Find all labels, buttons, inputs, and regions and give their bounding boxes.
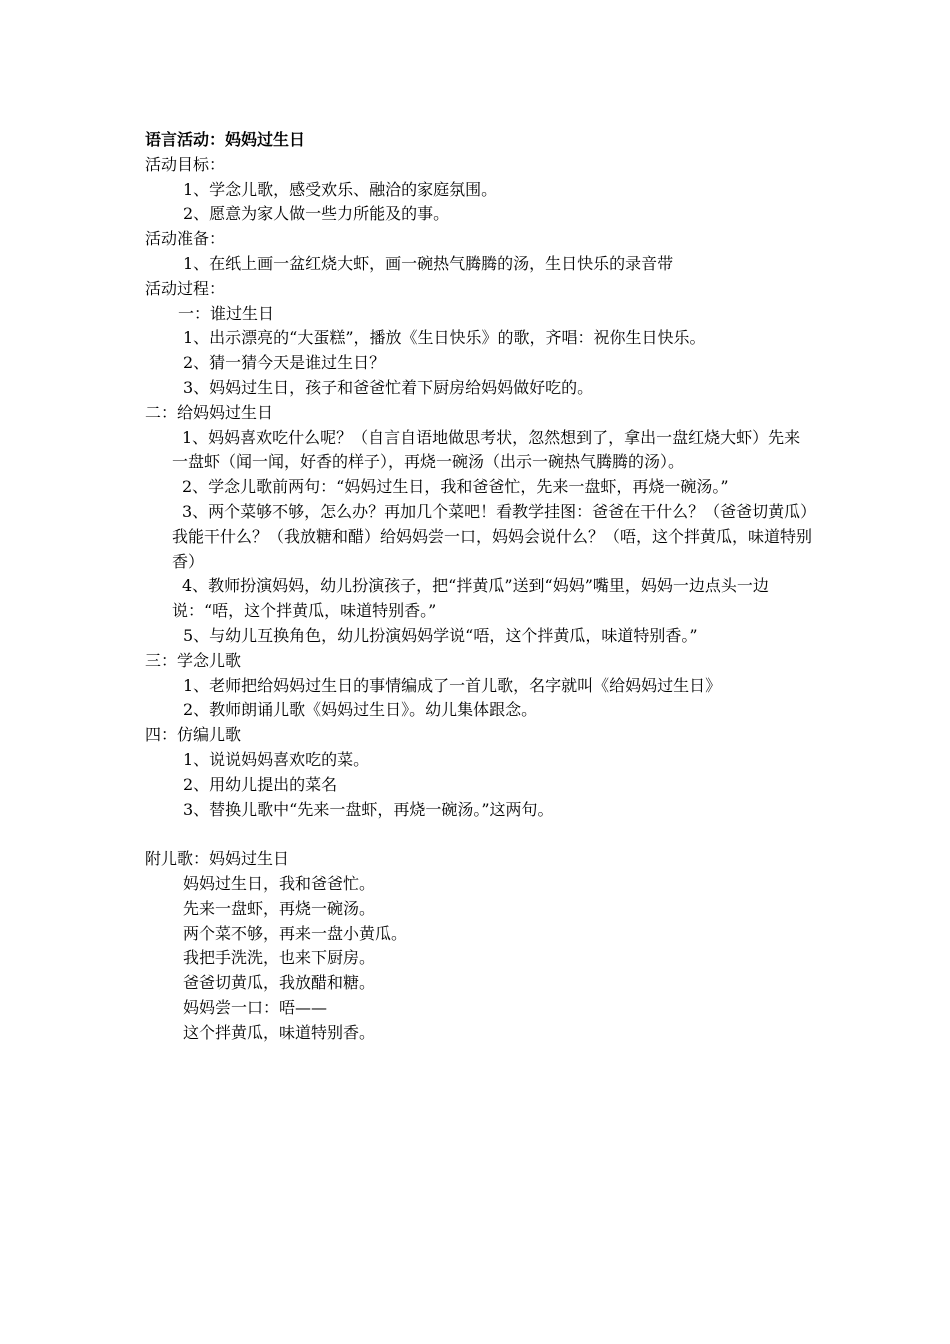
step3-item: 1、老师把给妈妈过生日的事情编成了一首儿歌，名字就叫《给妈妈过生日》	[183, 675, 722, 695]
goals-heading: 活动目标：	[145, 154, 226, 174]
step4-item: 2、用幼儿提出的菜名	[183, 774, 338, 794]
goal-item: 2、愿意为家人做一些力所能及的事。	[183, 204, 450, 224]
step1-item: 1、出示漂亮的“大蛋糕”，播放《生日快乐》的歌，齐唱：祝你生日快乐。	[183, 328, 706, 348]
prep-item: 1、在纸上画一盆红烧大虾，画一碗热气腾腾的汤，生日快乐的录音带	[183, 253, 674, 273]
step2-item: 1、妈妈喜欢吃什么呢？（自言自语地做思考状，忽然想到了，拿出一盘红烧大虾）先来一盘虾（闻一闻，好香的样子），再烧一碗汤（出示一碗热气腾腾的汤）。	[172, 427, 801, 472]
step4-item: 3、替换儿歌中“先来一盘虾，再烧一碗汤。”这两句。	[183, 799, 554, 819]
poem-line: 两个菜不够，再来一盘小黄瓜。	[183, 923, 408, 943]
step1-item: 3、妈妈过生日，孩子和爸爸忙着下厨房给妈妈做好吃的。	[183, 377, 594, 397]
poem-line: 这个拌黄瓜，味道特别香。	[183, 1022, 376, 1042]
poem-line: 先来一盘虾，再烧一碗汤。	[183, 898, 376, 918]
poem-line: 妈妈尝一口：唔——	[183, 997, 328, 1017]
step2-heading: 二：给妈妈过生日	[145, 402, 274, 422]
goal-item: 1、学念儿歌，感受欢乐、融洽的家庭氛围。	[183, 179, 498, 199]
step1-heading: 一：谁过生日	[178, 303, 275, 323]
step4-heading: 四：仿编儿歌	[145, 725, 242, 745]
prep-heading: 活动准备：	[145, 229, 226, 249]
poem-line: 爸爸切黄瓜，我放醋和糖。	[183, 973, 376, 993]
step2-item: 4、教师扮演妈妈，幼儿扮演孩子，把“拌黄瓜”送到“妈妈”嘴里，妈妈一边点头一边说：“唔，这个拌黄瓜，味道特别香。”	[172, 576, 769, 621]
step2-item: 3、两个菜够不够，怎么办？再加几个菜吧！看教学挂图：爸爸在干什么？（爸爸切黄瓜）我能干什么？（我放糖和醋）给妈妈尝一口，妈妈会说什么？（唔，这个拌黄瓜，味道特别香）	[172, 501, 813, 571]
section-spacer	[145, 822, 815, 847]
step4-item: 1、说说妈妈喜欢吃的菜。	[183, 749, 370, 769]
step2-item: 5、与幼儿互换角色，幼儿扮演妈妈学说“唔，这个拌黄瓜，味道特别香。”	[183, 625, 698, 645]
step1-item: 2、猜一猜今天是谁过生日？	[183, 353, 386, 373]
process-heading: 活动过程：	[145, 278, 226, 298]
poem-line: 我把手洗洗，也来下厨房。	[183, 948, 376, 968]
document-page	[145, 128, 815, 1045]
step3-item: 2、教师朗诵儿歌《妈妈过生日》。幼儿集体跟念。	[183, 700, 538, 720]
step3-heading: 三：学念儿歌	[145, 650, 242, 670]
poem-heading: 附儿歌：妈妈过生日	[145, 849, 290, 869]
step2-item: 2、学念儿歌前两句：“妈妈过生日，我和爸爸忙，先来一盘虾，再烧一碗汤。”	[182, 477, 729, 497]
document-title: 语言活动：妈妈过生日	[145, 130, 306, 149]
poem-line: 妈妈过生日，我和爸爸忙。	[183, 873, 376, 893]
